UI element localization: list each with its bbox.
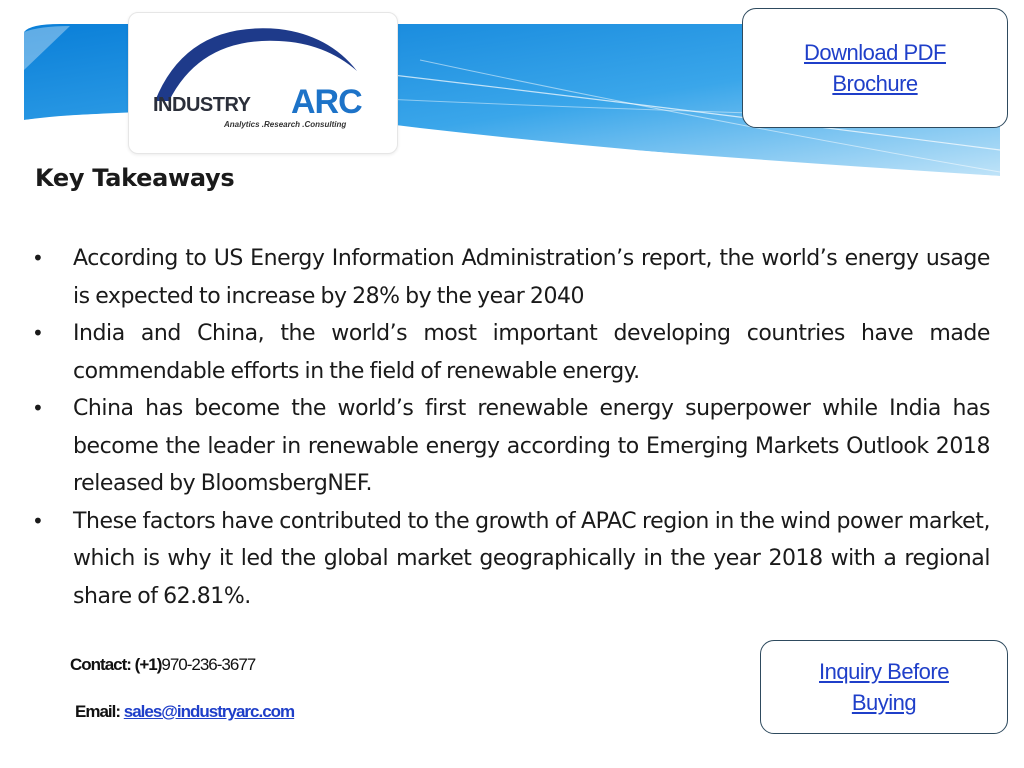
email-label: Email: [75, 702, 121, 721]
inquiry-link[interactable] [809, 656, 959, 718]
logo-wordmark-left: INDUSTRY [153, 94, 251, 116]
bullet-icon: • [32, 321, 44, 345]
email-line [75, 702, 294, 722]
download-pdf-brochure-button[interactable] [742, 8, 1008, 128]
inquiry-label-line2: Buying [851, 690, 917, 715]
inquiry-before-buying-button[interactable] [760, 640, 1008, 734]
section-heading: Key Takeaways [35, 164, 235, 192]
contact-label: Contact: (+1) [70, 655, 162, 674]
takeaway-text: India and China, the world’s most important developing countries have made commendable efforts in the field of renewable energy. [73, 321, 990, 384]
takeaway-text: According to US Energy Information Administration’s report, the world’s energy usage is expected to increase by 28% by the year 2040 [73, 246, 990, 309]
takeaway-item [30, 503, 990, 616]
download-pdf-label-line1: Download PDF [804, 40, 946, 65]
download-pdf-link[interactable] [800, 37, 950, 99]
inquiry-label-line1: Inquiry Before [819, 659, 949, 684]
takeaway-item [30, 240, 990, 315]
contact-number: 970-236-3677 [161, 655, 256, 674]
takeaway-item [30, 315, 990, 390]
bullet-icon: • [32, 246, 44, 270]
company-logo [128, 12, 398, 154]
takeaways-list [30, 240, 990, 615]
bullet-icon: • [32, 396, 44, 420]
takeaway-text: These factors have contributed to the growth of APAC region in the wind power market, which is why it led the global market geographically in the year 2018 with a regional share of 62.81%. [73, 508, 990, 609]
takeaway-text: China has become the world’s first renewable energy superpower while India has become the leader in renewable energy according to Emerging Markets Outlook 2018 released by BloomsbergNEF. [73, 396, 990, 496]
bullet-icon: • [32, 508, 44, 533]
contact-line [70, 655, 255, 675]
email-link[interactable]: sales@industryarc.com [123, 702, 295, 721]
takeaway-item [30, 390, 990, 503]
logo-tagline: Analytics .Research .Consulting [224, 120, 347, 129]
industryarc-logo-graphic [129, 13, 397, 153]
logo-wordmark-right: ARC [291, 83, 362, 121]
download-pdf-label-line2: Brochure [832, 71, 918, 96]
